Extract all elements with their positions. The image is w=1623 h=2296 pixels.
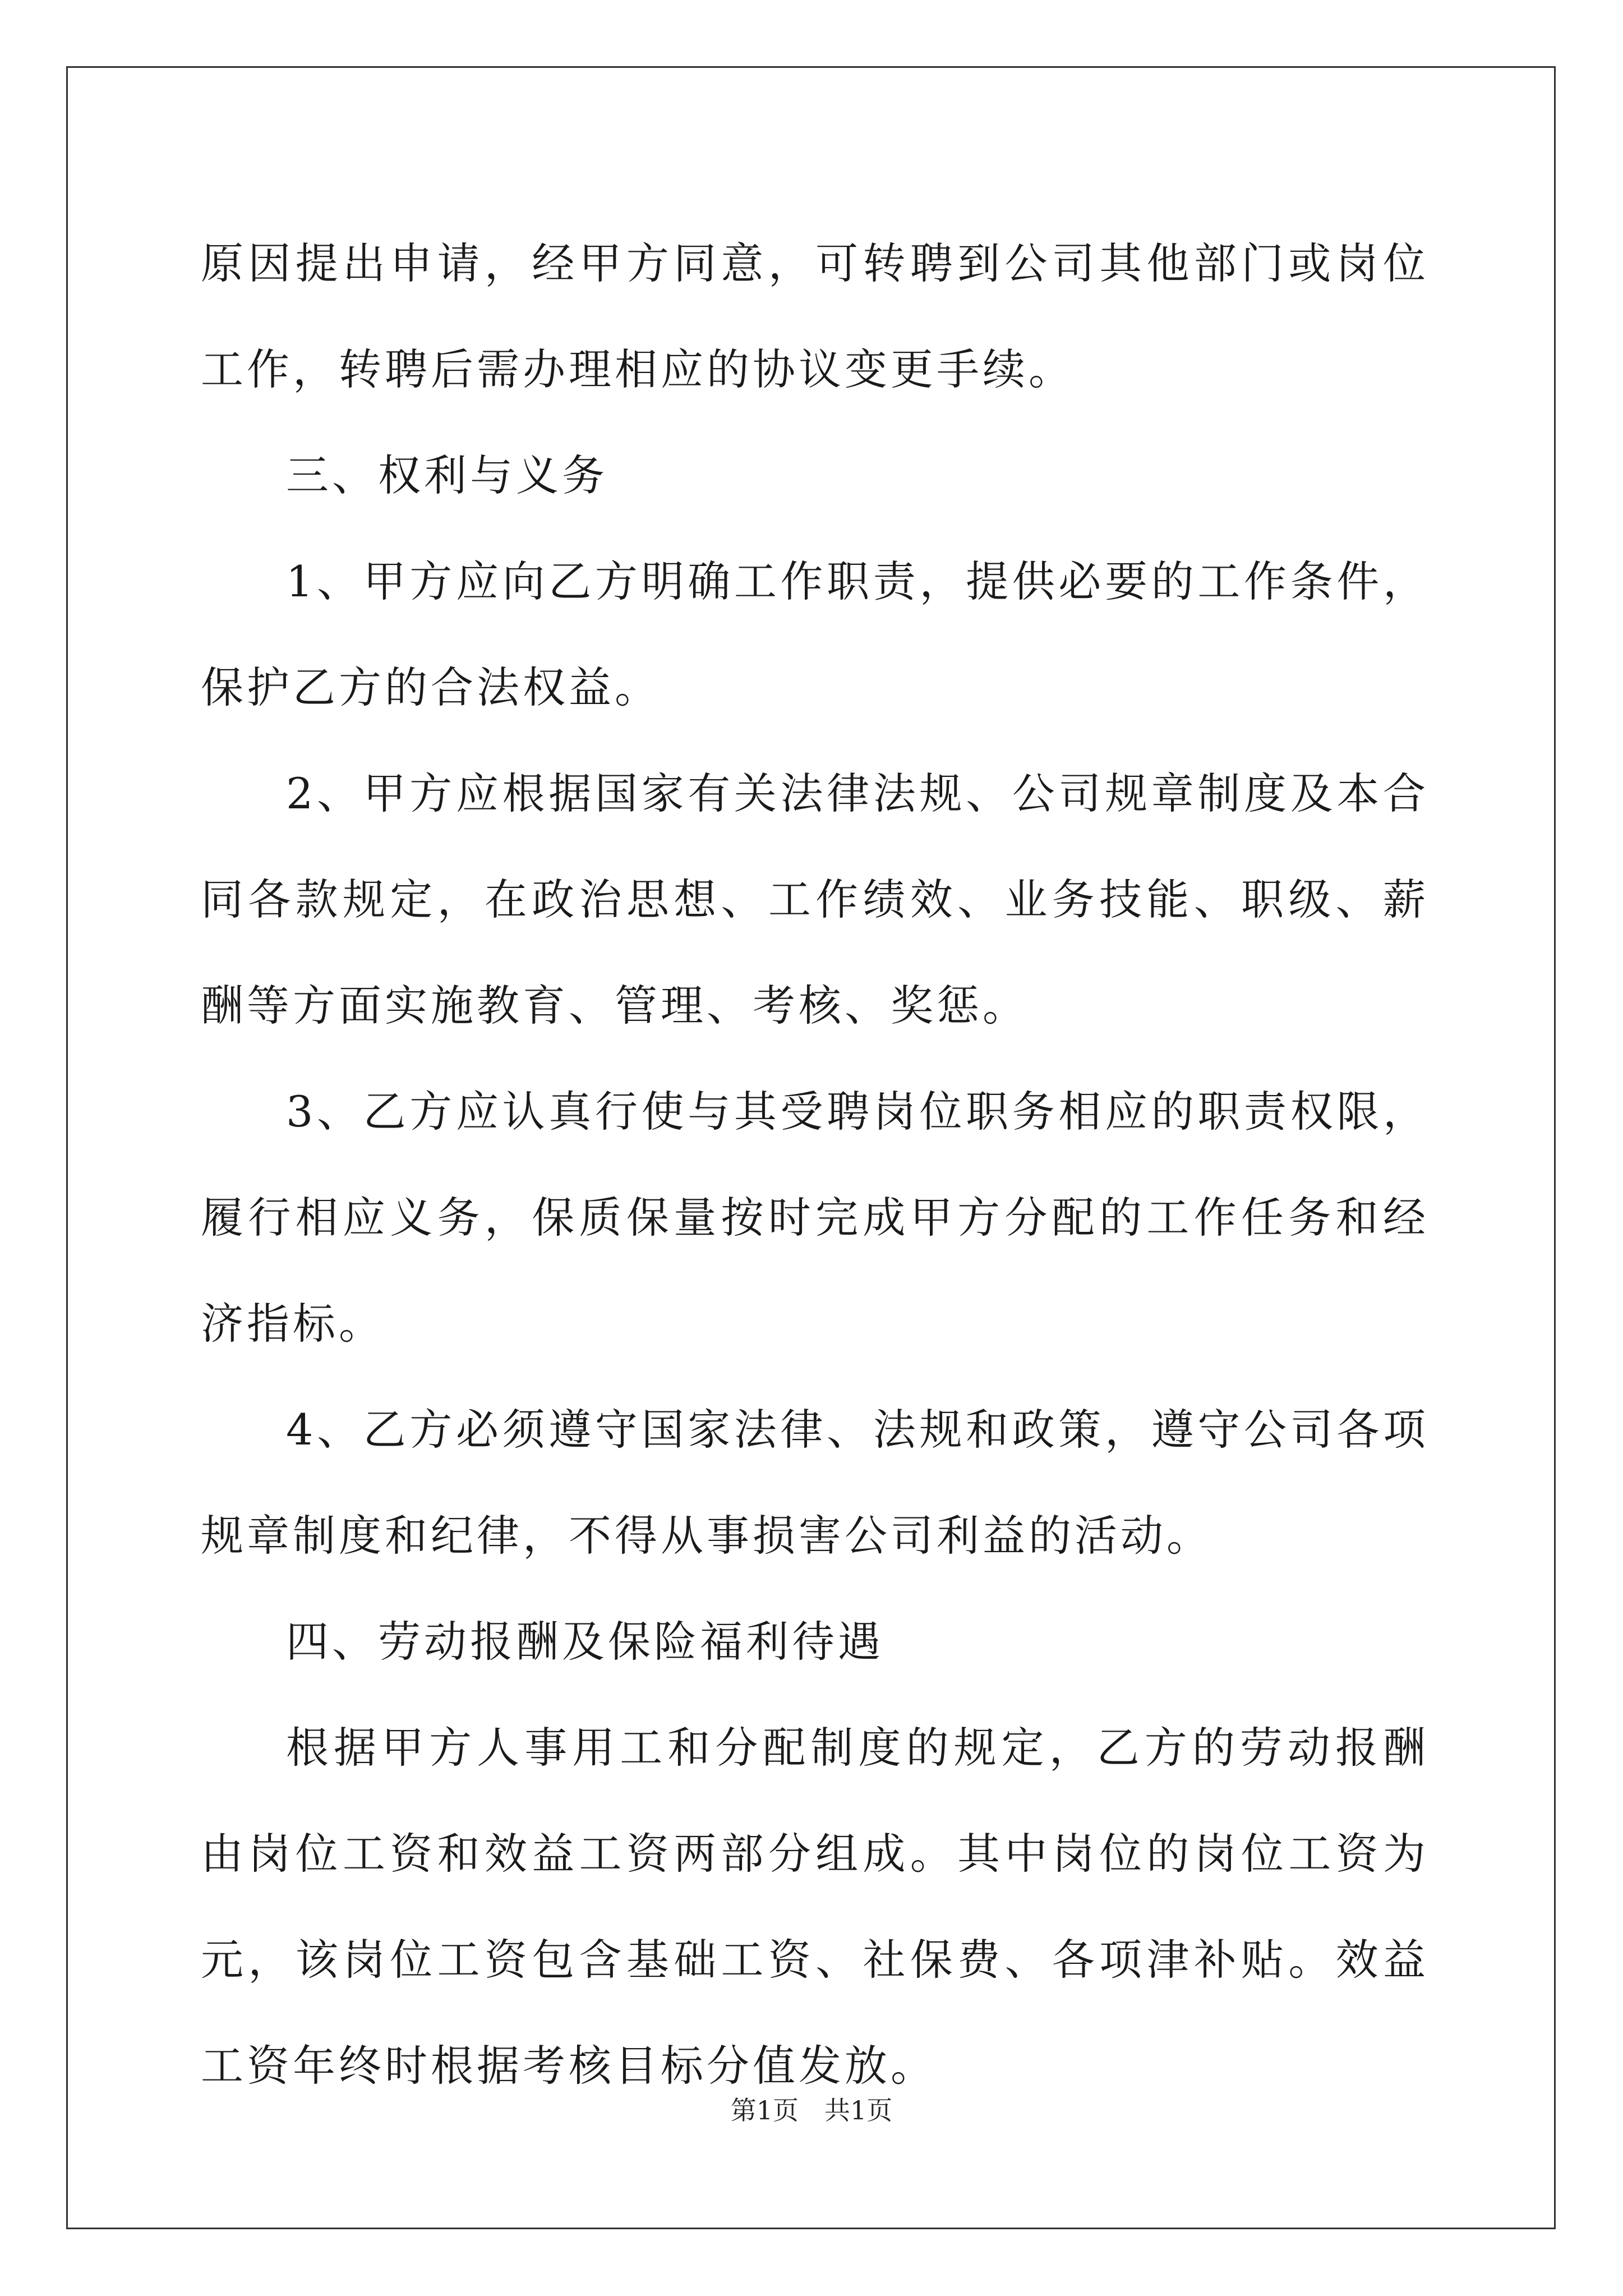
- section-heading: 三、权利与义务: [286, 450, 608, 500]
- paragraph: 2、甲方应根据国家有关法律法规、公司规章制度及本合同各款规定，在政治思想、工作绩效、业务技能、职级、薪酬等方面实施教育、管理、考核、奖惩。: [201, 769, 1429, 1030]
- page-number-label: 第1页 共1页: [730, 2095, 893, 2125]
- paragraph: 3、乙方应认真行使与其受聘岗位职务相应的职责权限，履行相应义务，保质保量按时完成甲方分配的工作任务和经济指标。: [201, 1087, 1429, 1349]
- paragraph: 1、甲方应向乙方明确工作职责，提供必要的工作条件，保护乙方的合法权益。: [201, 556, 1429, 712]
- paragraph: 4、乙方必须遵守国家法律、法规和政策，遵守公司各项规章制度和纪律，不得从事损害公司利益的活动。: [201, 1405, 1429, 1561]
- section-heading: 四、劳动报酬及保险福利待遇: [286, 1617, 884, 1667]
- paragraph: 根据甲方人事用工和分配制度的规定，乙方的劳动报酬由岗位工资和效益工资两部分组成。其中岗位的岗位工资为元，该岗位工资包含基础工资、社保费、各项津补贴。效益工资年终时根据考核目标分值发放。: [201, 1723, 1429, 2091]
- document-body: [201, 210, 1429, 2119]
- paragraph: 原因提出申请，经甲方同意，可转聘到公司其他部门或岗位工作，转聘后需办理相应的协议变更手续。: [201, 238, 1429, 394]
- page-footer: [0, 2093, 1623, 2127]
